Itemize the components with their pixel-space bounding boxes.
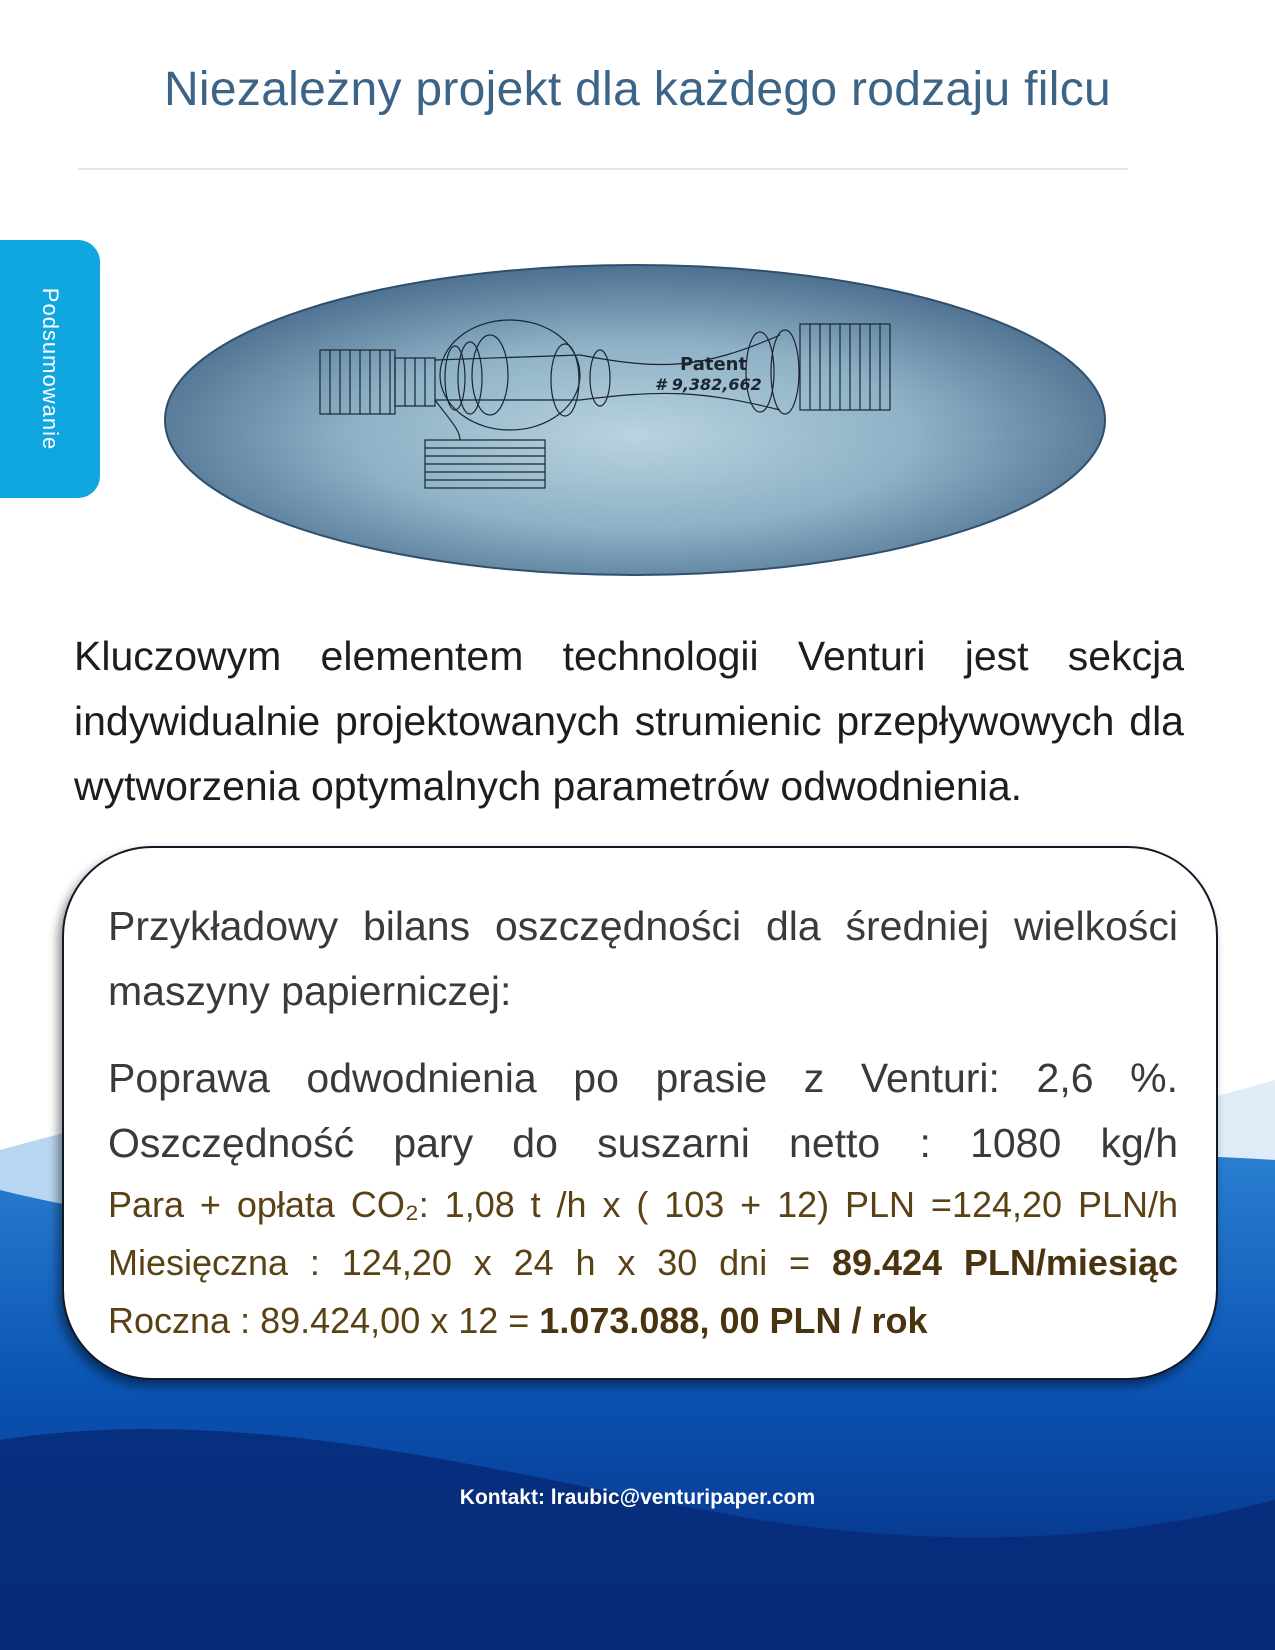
savings-line-monthly [108,1234,1178,1292]
savings-line-dewatering: Poprawa odwodnienia po prasie z Venturi: 2,6 %. [108,1055,1178,1101]
patent-label: Patent [680,354,748,375]
intro-paragraph: Kluczowym elementem technologii Venturi jest sekcja indywidualnie projektowanych strumienic przepływowych dla wytworzenia optymalnych parametrów odwodnienia. [74,633,1184,809]
venturi-nozzle-image [160,260,1110,580]
yearly-total: 1.073.088, 00 PLN / rok [539,1300,928,1341]
contact-line[interactable]: Kontakt: lraubic@venturipaper.com [459,1486,816,1509]
yearly-formula: Roczna : 89.424,00 x 12 = [108,1300,540,1341]
side-tab-podsumowanie[interactable] [0,240,100,498]
monthly-total: 89.424 PLN/miesiąc [831,1242,1179,1283]
savings-heading: Przykładowy bilans oszczędności dla średniej wielkości maszyny papierniczej: [108,903,1178,1014]
patent-number: # 9,382,662 [655,375,762,394]
side-tab-label: Podsumowanie [38,287,63,451]
savings-line-yearly [108,1292,1178,1350]
page-title: Niezależny projekt dla każdego rodzaju filcu [163,63,1112,116]
savings-line-steam-cost: Para + opłata CO₂: 1,08 t /h x ( 103 + 12) PLN =124,20 PLN/h [108,1184,1178,1225]
savings-box [62,846,1218,1380]
monthly-formula: Miesięczna : 124,20 x 24 h x 30 dni = [108,1242,832,1283]
savings-line-steam: Oszczędność pary do suszarni netto : 1080 kg/h [108,1120,1178,1166]
title-divider [78,168,1128,170]
